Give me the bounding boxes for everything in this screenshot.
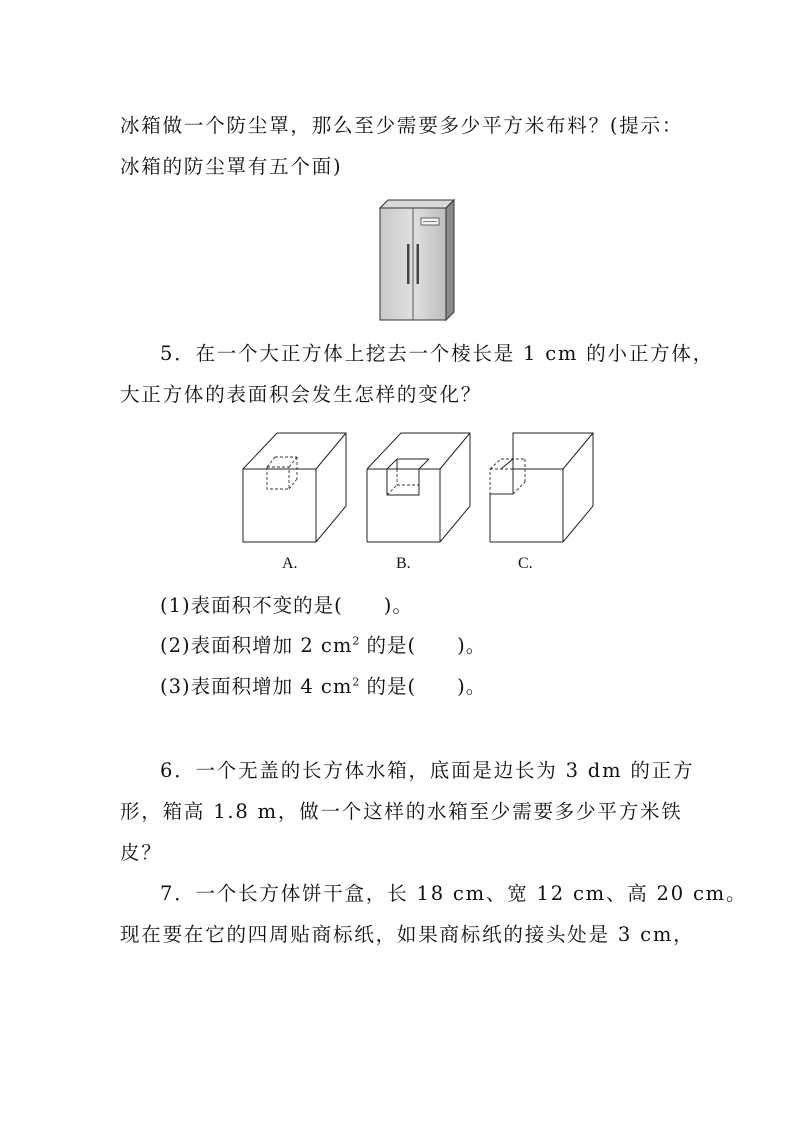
- subquestion-2-text-b: 的是( )。: [359, 634, 487, 657]
- problem-5-line-2: 大正方体的表面积会发生怎样的变化？: [120, 383, 483, 406]
- subquestion-2-text-a: (2)表面积增加 2 cm: [160, 634, 353, 657]
- subquestion-3-text-a: (3)表面积增加 4 cm: [160, 675, 353, 698]
- figure-label-a: A.: [282, 555, 298, 572]
- subquestion-3-text-b: 的是( )。: [359, 675, 487, 698]
- superscript-2: 2: [352, 675, 360, 689]
- cube-figure-b: [366, 432, 471, 544]
- subquestion-2: [160, 632, 486, 660]
- subquestion-3: [160, 673, 486, 701]
- problem-6-line-2: 形，箱高 1.8 m，做一个这样的水箱至少需要多少平方米铁: [120, 800, 683, 823]
- figure-label-c: C.: [518, 555, 533, 572]
- figure-label-b: B.: [396, 555, 411, 572]
- problem-5-line-1: 5．在一个大正方体上挖去一个棱长是 1 cm 的小正方体，: [160, 342, 715, 365]
- subquestion-1: (1)表面积不变的是( )。: [160, 594, 413, 617]
- problem-6-line-3: 皮？: [120, 841, 163, 864]
- cube-figure-c: [489, 432, 595, 544]
- problem-7-line-1: 7．一个长方体饼干盒，长 18 cm、宽 12 cm、高 20 cm。: [160, 882, 748, 905]
- superscript-2: 2: [352, 634, 360, 648]
- problem-4-line-2: 冰箱的防尘罩有五个面): [120, 155, 343, 178]
- refrigerator-figure: [378, 200, 458, 325]
- problem-4-line-1: 冰箱做一个防尘罩，那么至少需要多少平方米布料？(提示：: [120, 114, 684, 137]
- problem-7-line-2: 现在要在它的四周贴商标纸，如果商标纸的接头处是 3 cm，: [120, 923, 695, 946]
- problem-6-line-1: 6．一个无盖的长方体水箱，底面是边长为 3 dm 的正方: [160, 759, 695, 782]
- cube-figure-a: [242, 432, 347, 544]
